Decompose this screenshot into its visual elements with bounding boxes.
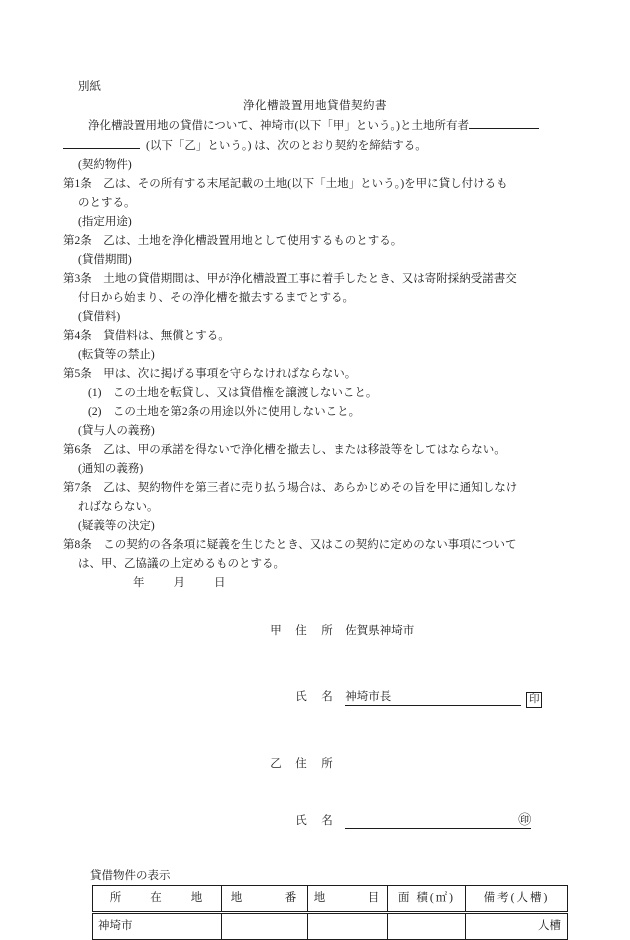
column-header: 備考(人槽) bbox=[466, 886, 568, 913]
doc-line-text: 付日から始まり、その浄化槽を撤去するまでとする。 bbox=[78, 292, 354, 304]
doc-line bbox=[63, 232, 567, 251]
doc-line bbox=[63, 346, 567, 365]
doc-line bbox=[63, 460, 567, 479]
table-row bbox=[93, 913, 568, 940]
table-cell bbox=[388, 913, 466, 940]
party-b-label: 乙 bbox=[270, 758, 282, 770]
signature-block bbox=[253, 603, 567, 850]
party-a-address-row bbox=[253, 603, 567, 660]
party-b-name-field bbox=[345, 813, 531, 829]
doc-line bbox=[63, 136, 567, 156]
name-label: 氏 名 bbox=[295, 815, 335, 827]
blank-field bbox=[63, 136, 140, 149]
doc-line-text: (以下「乙」という。) は、次のとおり契約を締結する。 bbox=[146, 140, 427, 152]
doc-line bbox=[63, 403, 567, 422]
doc-line-text: (2) この土地を第2条の用途以外に使用しないこと。 bbox=[88, 406, 361, 418]
doc-line-text: は、甲、乙協議の上定めるものとする。 bbox=[78, 558, 285, 570]
document-title: 浄化槽設置用地貸借契約書 bbox=[243, 100, 387, 112]
doc-line bbox=[63, 555, 567, 574]
doc-line bbox=[63, 213, 567, 232]
table-cell bbox=[308, 913, 388, 940]
doc-line-text: 第8条 この契約の各条項に疑義を生じたとき、又はこの契約に定めのない事項について bbox=[63, 539, 517, 551]
table-cell: 人槽 bbox=[466, 913, 568, 940]
blank-field bbox=[469, 116, 539, 129]
party-a-address-value: 佐賀県神埼市 bbox=[345, 625, 415, 637]
doc-line-text: 第2条 乙は、土地を浄化槽設置用地として使用するものとする。 bbox=[63, 235, 403, 247]
column-header: 面 積(㎡) bbox=[388, 886, 466, 913]
doc-line bbox=[63, 479, 567, 498]
party-a-name-field bbox=[345, 690, 521, 706]
name-label: 氏 名 bbox=[295, 691, 335, 703]
doc-line-text: 第3条 土地の貸借期間は、甲が浄化槽設置工事に着手したとき、又は寄附採納受諾書交 bbox=[63, 273, 517, 285]
doc-line bbox=[63, 289, 567, 308]
doc-line bbox=[63, 327, 567, 346]
table-cell bbox=[222, 913, 308, 940]
document-body bbox=[63, 116, 567, 574]
doc-line-text: 第5条 甲は、次に掲げる事項を守らなければならない。 bbox=[63, 368, 357, 380]
doc-line bbox=[63, 536, 567, 555]
doc-line bbox=[63, 251, 567, 270]
doc-line-text: (契約物件) bbox=[78, 159, 132, 171]
doc-line bbox=[63, 365, 567, 384]
doc-line bbox=[63, 517, 567, 536]
address-label: 住 所 bbox=[295, 758, 335, 770]
doc-line bbox=[63, 270, 567, 289]
column-header: 地 番 bbox=[222, 886, 308, 913]
doc-line bbox=[63, 308, 567, 327]
table-cell: 神埼市 bbox=[93, 913, 222, 940]
doc-line-text: (転貸等の禁止) bbox=[78, 349, 155, 361]
doc-line bbox=[63, 441, 567, 460]
doc-line-text: (通知の義務) bbox=[78, 463, 144, 475]
column-header: 地 目 bbox=[308, 886, 388, 913]
doc-line-text: (指定用途) bbox=[78, 216, 132, 228]
property-table-caption: 貸借物件の表示 bbox=[90, 870, 171, 882]
doc-line-text: (疑義等の決定) bbox=[78, 520, 155, 532]
doc-line-text: 第6条 乙は、甲の承諾を得ないで浄化槽を撤去し、または移設等をしてはならない。 bbox=[63, 444, 506, 456]
column-header: 所 在 地 bbox=[93, 886, 222, 913]
doc-line-text: (貸借期間) bbox=[78, 254, 132, 266]
doc-line bbox=[63, 384, 567, 403]
address-label: 住 所 bbox=[295, 625, 335, 637]
date-line: 年 月 日 bbox=[133, 577, 228, 589]
doc-line bbox=[63, 194, 567, 213]
party-a-name-value: 神埼市長 bbox=[345, 691, 392, 703]
party-a-name-row bbox=[253, 669, 567, 727]
annex-label: 別紙 bbox=[78, 81, 101, 93]
party-b-seal: ㊞ bbox=[518, 812, 532, 827]
party-a-label: 甲 bbox=[270, 625, 282, 637]
party-a-seal: 印 bbox=[526, 692, 542, 708]
party-b-name-row bbox=[253, 793, 567, 850]
doc-line-text: 第4条 貸借料は、無償とする。 bbox=[63, 330, 230, 342]
doc-line bbox=[63, 156, 567, 175]
doc-line-text: 第7条 乙は、契約物件を第三者に売り払う場合は、あらかじめその旨を甲に通知しなけ bbox=[63, 482, 518, 494]
doc-line-text: (貸与人の義務) bbox=[78, 425, 155, 437]
table-header-row bbox=[93, 886, 568, 913]
doc-line bbox=[63, 175, 567, 194]
doc-line-text: 浄化槽設置用地の貸借について、神埼市(以下「甲」という。)と土地所有者 bbox=[88, 120, 469, 132]
property-table bbox=[92, 885, 568, 940]
party-b-address-row bbox=[253, 736, 567, 793]
doc-line bbox=[63, 422, 567, 441]
doc-line-text: 第1条 乙は、その所有する末尾記載の土地(以下「土地」という。)を甲に貸し付けるも bbox=[63, 178, 508, 190]
doc-line-text: のとする。 bbox=[78, 197, 136, 209]
doc-line bbox=[63, 498, 567, 517]
doc-line-text: (貸借料) bbox=[78, 311, 121, 323]
doc-line-text: (1) この土地を転貸し、又は貸借権を譲渡しないこと。 bbox=[88, 387, 378, 399]
doc-line bbox=[63, 116, 567, 136]
doc-line-text: ればならない。 bbox=[78, 501, 159, 513]
